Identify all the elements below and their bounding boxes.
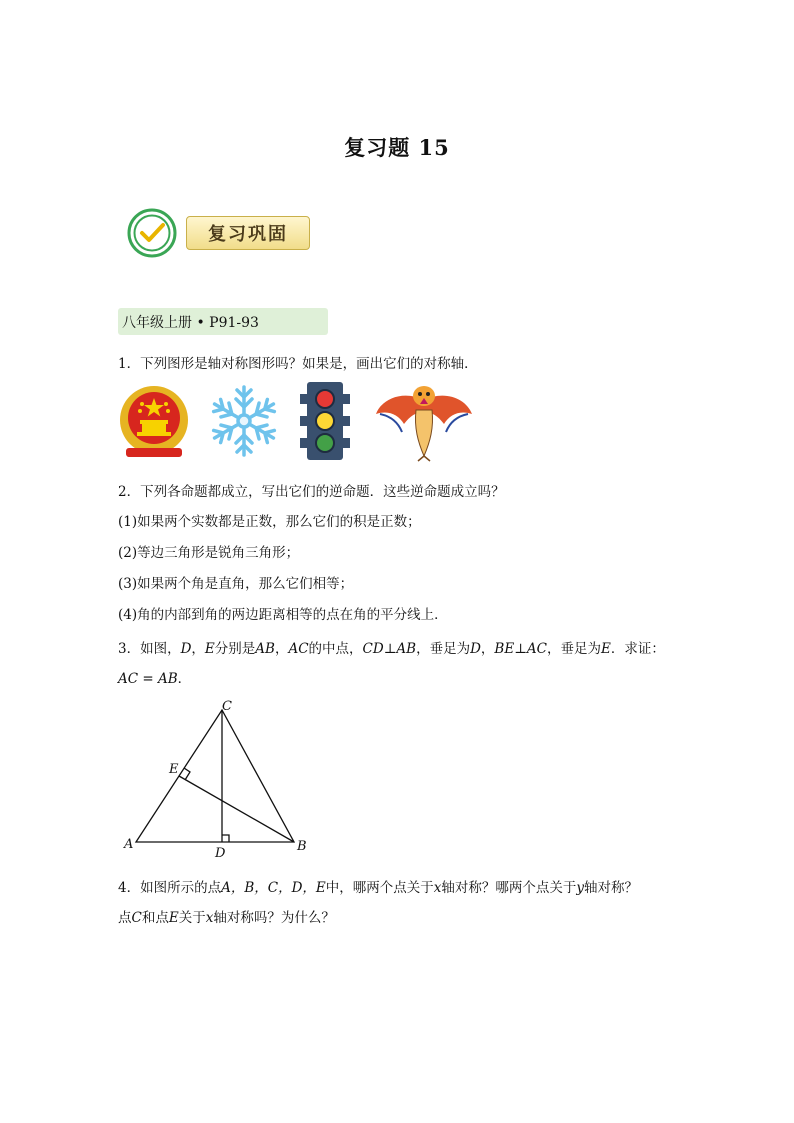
question-2-item-4: (4)角的内部到角的两边距离相等的点在角的平分线上． [118,607,448,623]
question-2-item-3: (3)如果两个角是直角，那么它们相等； [118,576,354,592]
snowflake-icon [206,380,282,462]
section-tag: 八年级上册 • P91-93 [118,308,328,335]
label-d: D [215,846,226,861]
review-badge: 复习巩固 [186,216,310,250]
label-e: E [169,762,179,777]
question-2-stem: 2．下列各命题都成立，写出它们的逆命题．这些逆命题成立吗？ [118,484,505,500]
label-c: C [222,699,232,714]
triangle-figure [118,695,318,865]
check-circle-icon [127,208,177,258]
kite-icon [374,380,474,462]
label-b: B [297,839,307,854]
question-3-line-1: 3．如图，D，E分别是AB，AC的中点，CD⊥AB，垂足为D，BE⊥AC，垂足为E．求证： [118,641,665,657]
segment-be [179,776,294,842]
question-4-line-1: 4．如图所示的点A，B，C，D，E中，哪两个点关于x轴对称？哪两个点关于y轴对称？ [118,880,639,896]
question-3-line-2: AC = AB． [118,671,192,687]
right-angle-mark-d [222,835,229,842]
question-2-item-1: (1)如果两个实数都是正数，那么它们的积是正数； [118,514,421,530]
page-title: 复习题 15 [344,135,450,160]
question-1-figures [118,380,478,462]
label-a: A [124,837,134,852]
traffic-light-icon [300,380,350,462]
question-1: 1．下列图形是轴对称图形吗？如果是，画出它们的对称轴． [118,356,478,372]
triangle-abc [136,710,294,842]
question-4-line-2: 点C和点E关于x轴对称吗？为什么？ [118,910,335,926]
national-emblem-icon [118,380,190,462]
right-angle-mark-e [184,768,190,780]
question-2-item-2: (2)等边三角形是锐角三角形； [118,545,300,561]
